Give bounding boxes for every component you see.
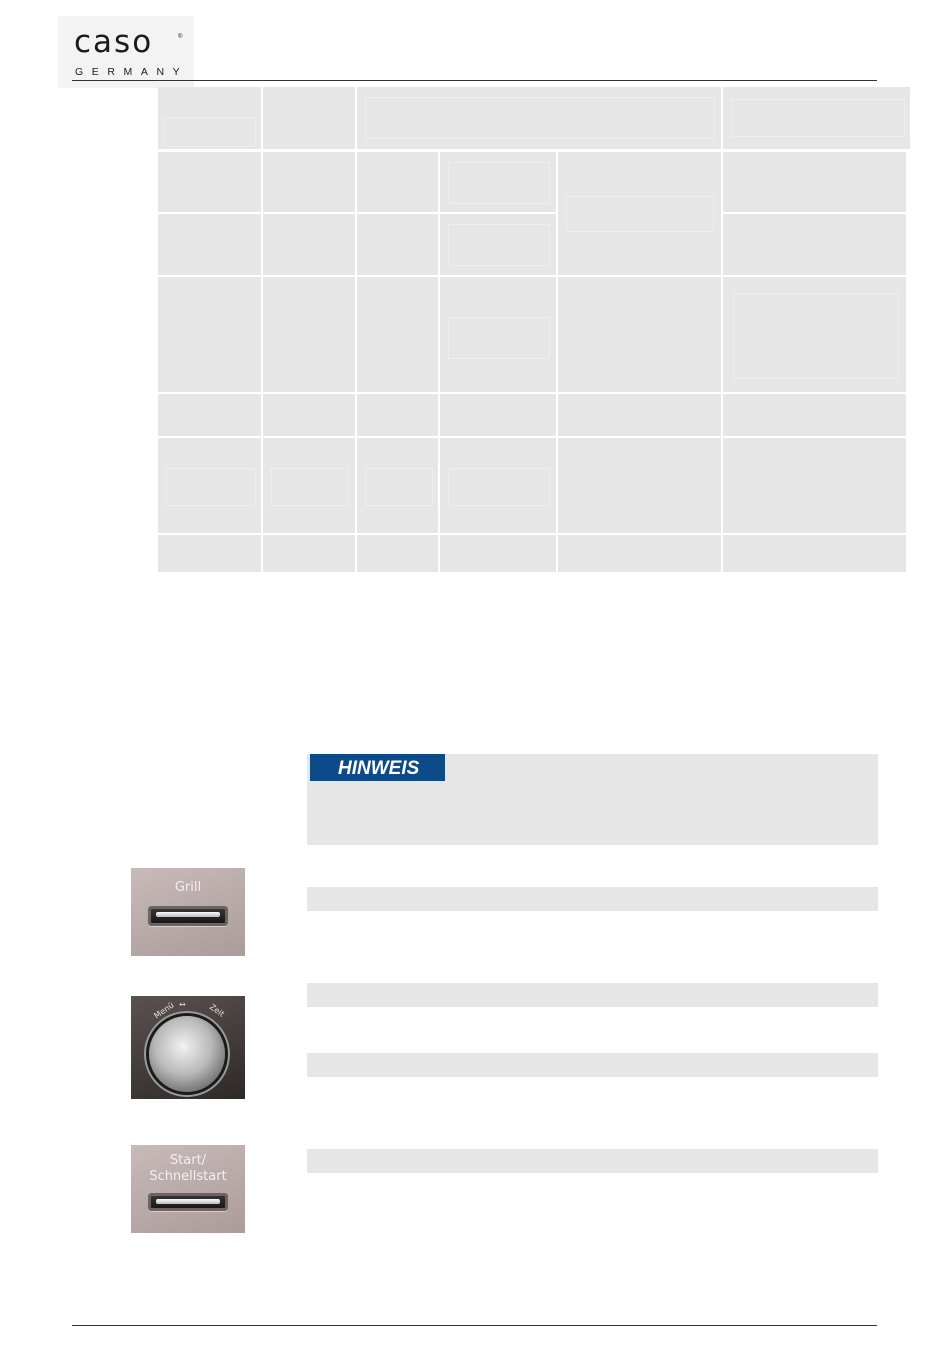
button-slot-icon [148, 1193, 228, 1211]
notice-tag: HINWEIS [310, 754, 445, 781]
table-cell [440, 277, 556, 392]
notice-box [307, 754, 878, 845]
table-cell [158, 438, 261, 533]
text-bar [307, 1149, 878, 1173]
brand-logo [58, 16, 194, 88]
grill-button-image [131, 868, 245, 956]
table-cell [440, 438, 556, 533]
table-cell [723, 152, 906, 212]
table-cell [357, 438, 438, 533]
table-cell [357, 535, 438, 572]
table-cell [357, 214, 438, 275]
table-cell [723, 438, 906, 533]
table-cell [440, 535, 556, 572]
table-cell [263, 535, 355, 572]
table-cell [158, 535, 261, 572]
table-cell [158, 277, 261, 392]
table-cell [440, 152, 556, 212]
start-button-image [131, 1145, 245, 1233]
table-cell [263, 214, 355, 275]
knob-menu-label: Menü [152, 1000, 176, 1021]
table-cell [558, 277, 721, 392]
table-cell [723, 214, 906, 275]
grill-label: Grill [174, 880, 202, 895]
table-cell [357, 277, 438, 392]
table-cell [558, 394, 721, 436]
menu-time-knob-image [131, 996, 245, 1099]
table-cell [558, 535, 721, 572]
table-cell [263, 438, 355, 533]
start-label-line2: Schnellstart [149, 1169, 227, 1184]
start-label-line1: Start/ [169, 1153, 207, 1168]
table-cell [263, 277, 355, 392]
button-slot-icon [148, 906, 228, 926]
table-cell [158, 152, 261, 212]
brand-subtitle: GERMANY [75, 66, 189, 78]
brand-name: caso [74, 24, 154, 60]
table-cell [357, 394, 438, 436]
table-cell [723, 87, 910, 149]
table-cell [440, 394, 556, 436]
table-cell [263, 152, 355, 212]
text-bar [307, 1053, 878, 1077]
table-cell [558, 438, 721, 533]
registered-mark: ® [178, 34, 183, 40]
text-bar [307, 983, 878, 1007]
table-cell [357, 152, 438, 212]
rotary-knob-icon [149, 1016, 225, 1092]
table-cell [440, 214, 556, 275]
knob-time-label: Zeit [207, 1002, 226, 1019]
double-arrow-icon: ↔ [179, 1000, 186, 1009]
table-cell [158, 214, 261, 275]
table-cell [558, 152, 721, 275]
table-cell [263, 394, 355, 436]
table-cell [263, 87, 355, 149]
table-cell [723, 394, 906, 436]
table-cell [723, 535, 906, 572]
table-cell [158, 87, 261, 149]
footer-rule [72, 1325, 877, 1326]
text-bar [307, 887, 878, 911]
table-cell [357, 87, 721, 149]
table-cell [158, 394, 261, 436]
header-rule [72, 80, 877, 81]
table-cell [723, 277, 906, 392]
